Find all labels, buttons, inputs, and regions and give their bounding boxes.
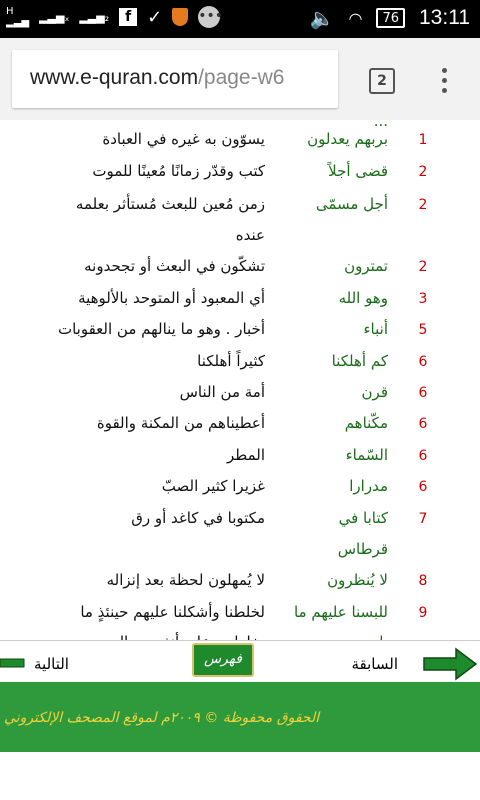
signal-2-icon: ▂▃▅₂ <box>79 10 110 24</box>
glossary-row <box>0 352 480 382</box>
word-meaning: كثيراً أهلكنا <box>197 352 265 370</box>
glossary-row <box>0 540 480 570</box>
quran-word: أنباء <box>363 320 388 338</box>
wifi-x-icon: ▂▃▅ₓ <box>39 10 70 24</box>
verse-number: 9 <box>418 605 428 621</box>
index-button[interactable]: فهرس <box>192 643 254 677</box>
page-bottom <box>0 752 480 800</box>
quran-word: قرطاس <box>337 540 388 558</box>
glossary-row <box>0 603 480 633</box>
url-path: /page-w6 <box>198 66 285 89</box>
verse-number: 6 <box>418 448 428 464</box>
tab-switcher-button[interactable]: 2 <box>369 68 395 94</box>
verse-number: 2 <box>418 259 428 275</box>
glossary-row <box>0 226 480 256</box>
quran-word: قرن <box>361 383 388 401</box>
copyright-text: الحقوق محفوظة © ٢٠٠٩م لموقع المصحف الإلكتروني <box>4 710 320 726</box>
glossary-row <box>0 289 480 319</box>
word-meaning: أعطيناهم من المكنة والقوة <box>96 414 265 432</box>
word-meaning: تشكّون في البعث أو تجحدونه <box>84 257 265 275</box>
word-meaning: كتب وقدّر زمانًا مُعينًا للموت <box>92 162 265 180</box>
quran-word: لا يُنظرون <box>327 571 388 589</box>
verse-number: 6 <box>418 479 428 495</box>
battery-indicator: 76 <box>376 8 405 28</box>
quran-word: مكّناهم <box>344 414 388 432</box>
glossary-row <box>0 571 480 601</box>
glossary-row <box>0 130 480 160</box>
word-meaning: أي المعبود أو المتوحد بالألوهية <box>78 289 265 307</box>
chat-icon: ••• <box>198 6 220 28</box>
glossary-row <box>0 477 480 507</box>
word-meaning: مكتوبا في كاغد أو رق <box>131 509 265 527</box>
word-meaning: أخبار . وهو ما ينالهم من العقوبات <box>57 320 265 338</box>
glossary-row <box>0 195 480 225</box>
quran-word: قضى أجلاً <box>328 162 388 180</box>
quran-word: مدرارا <box>349 477 388 495</box>
status-bar <box>0 0 480 38</box>
word-meaning: غزيرا كثير الصبّ <box>161 477 265 495</box>
glossary-row <box>0 509 480 539</box>
glossary-row <box>0 257 480 287</box>
facebook-icon: f <box>119 8 137 26</box>
status-right-icons <box>310 6 470 30</box>
verse-number: 6 <box>418 354 428 370</box>
glossary-row <box>0 320 480 350</box>
word-meaning: المطر <box>227 446 265 464</box>
signal-h-icon: H ▂▃▅ <box>6 6 30 28</box>
glossary-row <box>0 446 480 476</box>
glossary-row <box>0 414 480 444</box>
quran-word: السّماء <box>345 446 388 464</box>
word-meaning: لا يُمهلون لحظة بعد إنزاله <box>106 571 265 589</box>
word-meaning: يسوّون به غيره في العبادة <box>102 130 265 148</box>
url-host: www.e-quran.com <box>30 66 199 89</box>
wifi-icon: ◠ <box>348 8 363 28</box>
verse-number: 7 <box>418 511 428 527</box>
verse-number: 2 <box>418 197 428 213</box>
verse-number: 5 <box>418 322 428 338</box>
overflow-menu-icon[interactable] <box>442 68 448 98</box>
quran-word: أجل مسمّى <box>315 195 388 213</box>
quran-word: للبسنا عليهم ما <box>293 603 388 621</box>
next-page-link[interactable]: التالية <box>34 655 69 673</box>
prev-arrow-icon[interactable] <box>424 649 476 679</box>
shield-icon <box>172 8 188 26</box>
quran-word: وهو الله <box>338 289 388 307</box>
word-meaning: لخلطنا وأشكلنا عليهم حينئذٍ ما <box>80 603 265 621</box>
word-meaning: عنده <box>235 226 265 244</box>
quran-word: تمترون <box>344 257 388 275</box>
verse-number: 6 <box>418 385 428 401</box>
page-navigation <box>0 640 480 683</box>
quran-word: كم أهلكنا <box>331 352 388 370</box>
status-left-icons <box>6 6 224 28</box>
prev-page-link[interactable]: السابقة <box>351 655 398 673</box>
url-text[interactable] <box>30 66 284 90</box>
glossary-row <box>0 383 480 413</box>
verse-number: 8 <box>418 573 428 589</box>
url-bar[interactable] <box>12 50 338 108</box>
verse-number: 2 <box>418 164 428 180</box>
clock: 13:11 <box>419 6 470 29</box>
quran-word: بربهم يعدلون <box>307 130 388 148</box>
word-meaning: أمة من الناس <box>179 383 265 401</box>
volume-icon: 🔈 <box>309 6 335 30</box>
word-meaning: زمن مُعين للبعث مُستأثر بعلمه <box>75 195 265 213</box>
next-arrow-icon[interactable] <box>0 655 24 671</box>
verse-number: 1 <box>418 132 428 148</box>
verse-number: 3 <box>418 291 428 307</box>
verse-number: 6 <box>418 416 428 432</box>
partial-row-text: ... <box>373 112 388 130</box>
footer-banner <box>0 682 480 752</box>
glossary-row <box>0 162 480 192</box>
browser-toolbar <box>0 38 480 120</box>
check-icon: ✓ <box>147 6 163 28</box>
quran-word: كتابا في <box>338 509 388 527</box>
glossary-content <box>0 112 480 638</box>
